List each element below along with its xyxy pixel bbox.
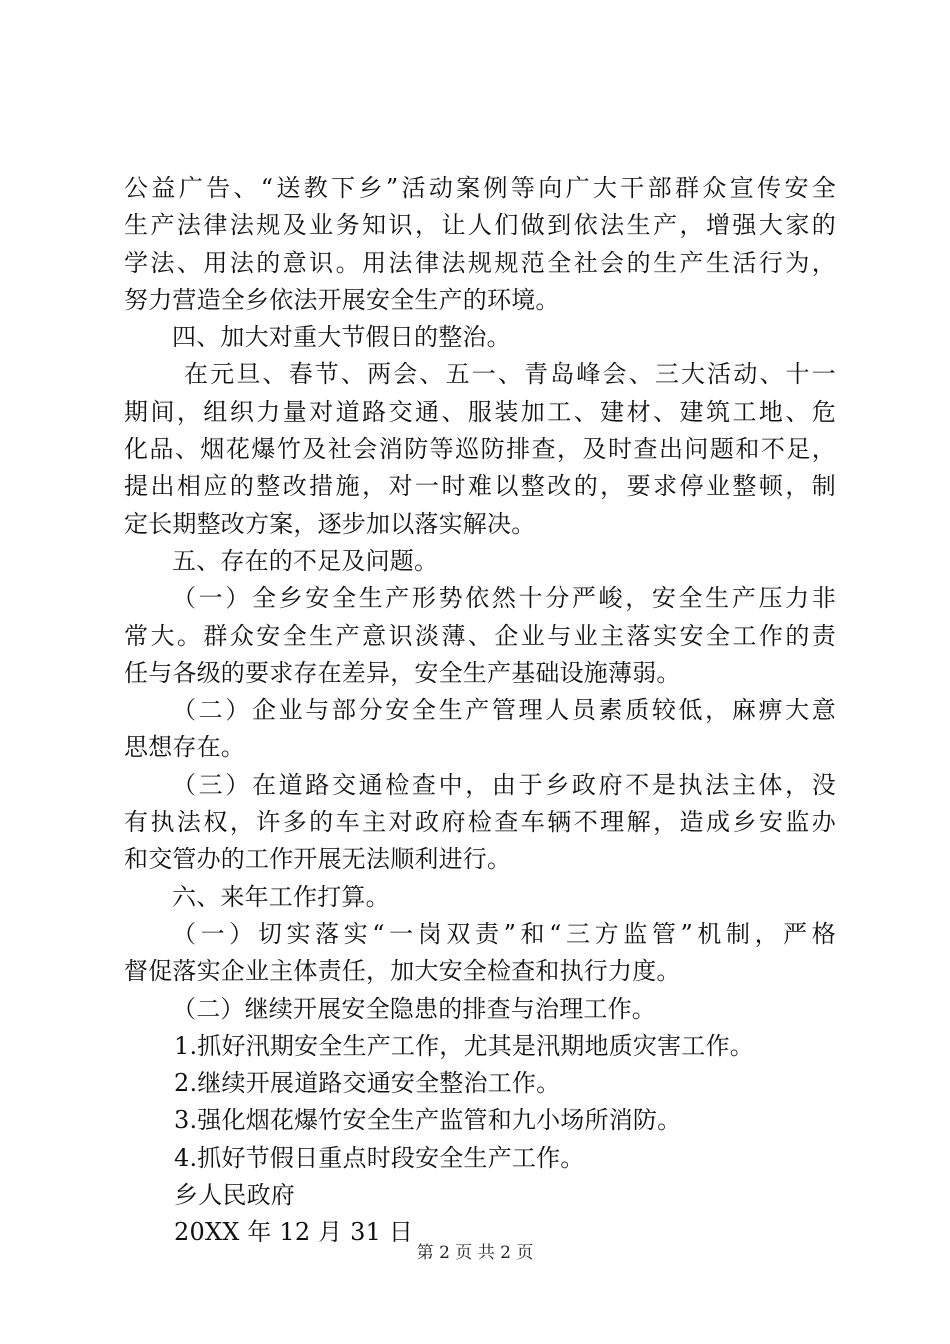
paragraph-line: （二）企业与部分安全生产管理人员素质较低，麻痹大意 <box>172 696 836 725</box>
list-item: 4.抓好节假日重点时段安全生产工作。 <box>174 1143 585 1172</box>
page-number-footer: 第 2 页 共 2 页 <box>416 1243 534 1263</box>
paragraph-line: 任与各级的要求存在差异，安全生产基础设施薄弱。 <box>124 658 681 687</box>
paragraph-line: 督促落实企业主体责任，加大安全检查和执行力度。 <box>124 957 681 986</box>
section-heading: 六、来年工作打算。 <box>172 882 390 911</box>
list-item: 1.抓好汛期安全生产工作，尤其是汛期地质灾害工作。 <box>174 1031 754 1060</box>
paragraph-line: （一）全乡安全生产形势依然十分严峻，安全生产压力非 <box>172 584 836 613</box>
paragraph-line: 学法、用法的意识。用法律法规规范全社会的生产生活行为， <box>124 248 836 277</box>
paragraph-line: 生产法律法规及业务知识，让人们做到依法生产，增强大家的 <box>124 211 836 240</box>
section-heading: 五、存在的不足及问题。 <box>172 546 439 575</box>
section-heading: 四、加大对重大节假日的整治。 <box>172 323 511 352</box>
paragraph-line: （一）切实落实“一岗双责”和“三方监管”机制，严格 <box>172 919 836 948</box>
paragraph-line: 公益广告、“送教下乡”活动案例等向广大干部群众宣传安全 <box>124 174 836 202</box>
paragraph-line: 期间，组织力量对道路交通、服装加工、建材、建筑工地、危 <box>124 397 836 426</box>
list-item: 3.强化烟花爆竹安全生产监管和九小场所消防。 <box>174 1106 682 1135</box>
paragraph-line: 有执法权，许多的车主对政府检查车辆不理解，造成乡安监办 <box>124 808 836 837</box>
paragraph-line: 努力营造全乡依法开展安全生产的环境。 <box>124 285 560 314</box>
paragraph-line: 定长期整改方案，逐步加以落实解决。 <box>124 509 536 538</box>
paragraph-line: 在元旦、春节、两会、五一、青岛峰会、三大活动、十一 <box>184 360 836 389</box>
paragraph-line: 化品、烟花爆竹及社会消防等巡防排查，及时查出问题和不足， <box>124 435 836 464</box>
signature-date: 20XX 年 12 月 31 日 <box>174 1218 414 1247</box>
paragraph-line: （二）继续开展安全隐患的排查与治理工作。 <box>172 994 656 1023</box>
paragraph-line: 提出相应的整改措施，对一时难以整改的，要求停业整顿，制 <box>124 472 836 501</box>
signature-organization: 乡人民政府 <box>174 1181 295 1210</box>
list-item: 2.继续开展道路交通安全整治工作。 <box>174 1069 561 1098</box>
paragraph-line: 思想存在。 <box>124 733 245 762</box>
paragraph-line: 常大。群众安全生产意识淡薄、企业与业主落实安全工作的责 <box>124 621 836 650</box>
paragraph-line: 和交管办的工作开展无法顺利进行。 <box>124 845 512 874</box>
document-body <box>124 170 836 1252</box>
paragraph-line: （三）在道路交通检查中，由于乡政府不是执法主体，没 <box>172 770 836 799</box>
